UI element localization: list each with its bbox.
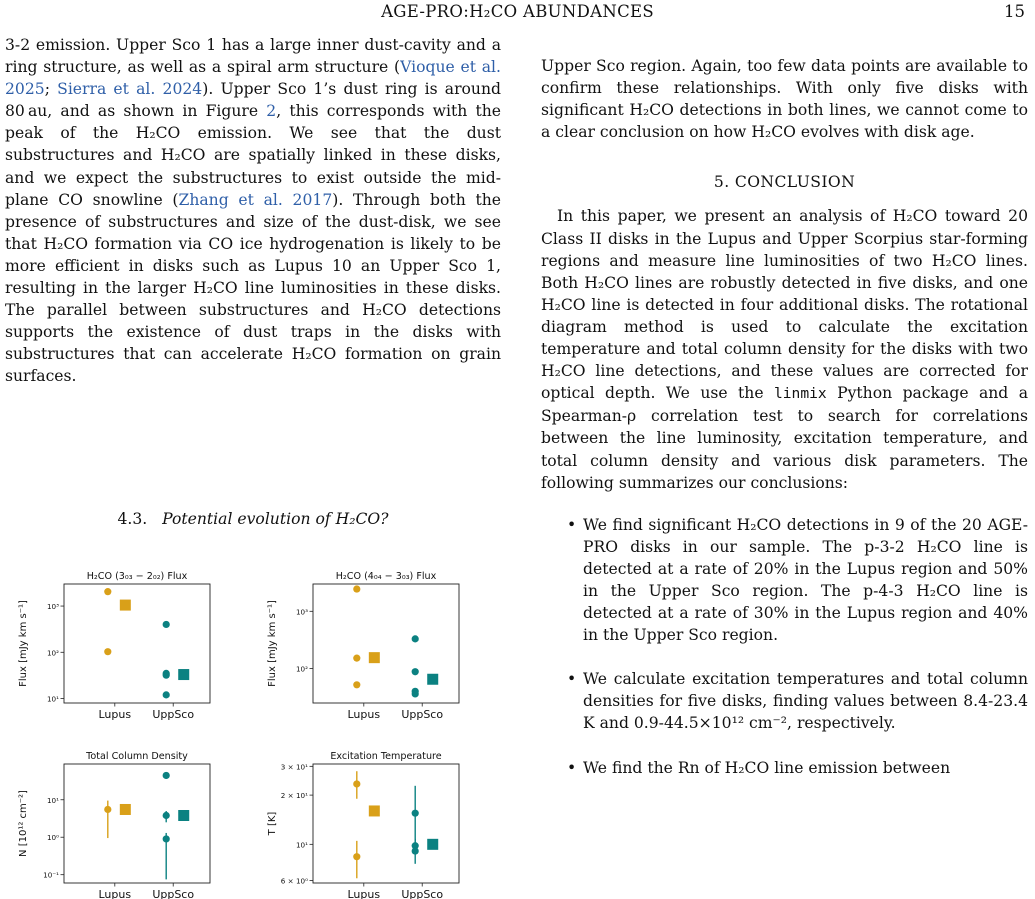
y-tick-label: 2 × 10¹ (280, 791, 308, 801)
median-marker (120, 804, 131, 815)
x-tick-label: UppSco (152, 708, 195, 721)
median-marker (120, 600, 131, 611)
data-point (163, 672, 170, 679)
chart-title: Total Column Density (86, 751, 188, 762)
y-tick-label: 10¹ (46, 795, 59, 805)
page-number: 15 (1004, 2, 1025, 21)
chart-title: Excitation Temperature (330, 751, 442, 762)
y-tick-label: 10² (46, 648, 59, 658)
plot-frame (64, 764, 210, 883)
chart-panel-3 (18, 751, 210, 899)
citation-sierra[interactable]: Sierra et al. 2024 (57, 80, 203, 99)
data-point (353, 585, 360, 592)
chart-title: H₂CO (4₀₄ − 3₀₃) Flux (335, 571, 437, 582)
y-axis-label: N [10¹² cm⁻²] (18, 790, 29, 857)
median-marker (178, 669, 189, 680)
section-heading-conclusion: 5. CONCLUSION (713, 173, 856, 192)
running-title: AGE-PRO:H₂CO ABUNDANCES (381, 2, 654, 21)
y-tick-label: 10¹ (295, 840, 308, 850)
figure-2-link[interactable]: 2 (266, 102, 277, 121)
chart-panel-4 (267, 751, 459, 899)
list-item: • We calculate excitation temperatures and total column densities for five disks, finding values between 8.4-23.4 K and 0.9-44.5×10¹² cm⁻², respectively. (567, 668, 1028, 734)
median-marker (427, 674, 438, 685)
plot-frame (64, 584, 210, 703)
x-tick-label: Lupus (347, 888, 381, 899)
plot-frame (313, 764, 459, 883)
figure-svg (0, 560, 506, 899)
x-tick-label: Lupus (98, 708, 132, 721)
subsection-number: 4.3. (117, 510, 148, 528)
subsection-heading (0, 510, 506, 528)
y-tick-label: 10⁻¹ (43, 870, 59, 880)
y-axis-label: Flux [mJy km s⁻¹] (18, 600, 29, 687)
data-point (104, 648, 111, 655)
figure-h2co-panels (0, 560, 506, 899)
list-item: • We find the Rn of H₂CO line emission between (567, 757, 1028, 779)
data-point (412, 847, 419, 854)
y-tick-label: 10³ (46, 602, 59, 612)
subsection-title: Potential evolution of H₂CO? (162, 510, 389, 528)
data-point (412, 668, 419, 675)
chart-panel-1 (18, 571, 210, 721)
paragraph-conclusion: In this paper, we present an analysis of H₂CO toward 20 Class II disks in the Lupus and Upper Scorpius star-forming regions and measure line luminosities of two H₂CO lines. Both H₂CO lines are robustly detected in five disks, and one H₂CO line is detected in four additional disks. The rotational diagram method is used to calculate the excitation temperature and total column density for the disks with two H₂CO line detections, and these values are corrected for optical depth. We use the linmix Python package and a Spearman-ρ correlation test to search for correlations between the line luminosity, excitation temperature, and total column density and various disk parameters. The following summarizes our conclusions: (541, 207, 1028, 492)
data-point (104, 588, 111, 595)
data-point (163, 835, 170, 842)
plot-frame (313, 584, 459, 703)
paragraph-substructures: 3-2 emission. Upper Sco 1 has a large inner dust-cavity and a ring structure, as well as a spiral arm structure (Vioque et al. 2025; Sierra et al. 2024). Upper Sco 1’s dust ring is around 80 au, and as shown in Figure 2, this corresponds with the peak of the H₂CO emission. We see that the dust substructures and H₂CO are spatially linked in these disks, and we expect the substructures to exist outside the mid-plane CO snowline (Zhang et al. 2017). Through both the presence of substructures and size of the dust-disk, we see that H₂CO formation via CO ice hydrogenation is likely to be more efficient in disks such as Lupus 10 an Upper Sco 1, resulting in the larger H₂CO line luminosities in these disks. The parallel between substructures and H₂CO detections supports the existence of dust traps in the disks with substructures that can accelerate H₂CO formation on grain surfaces. (5, 36, 502, 386)
median-marker (178, 810, 189, 821)
conclusion-list (567, 514, 1028, 779)
data-point (353, 681, 360, 688)
data-point (104, 806, 111, 813)
left-column (5, 34, 501, 388)
y-tick-label: 10³ (295, 607, 308, 617)
x-tick-label: Lupus (98, 888, 132, 899)
data-point (353, 780, 360, 787)
x-tick-label: UppSco (401, 888, 444, 899)
data-point (412, 690, 419, 697)
y-tick-label: 10² (295, 664, 308, 674)
data-point (163, 812, 170, 819)
y-tick-label: 10⁰ (46, 833, 59, 843)
data-point (353, 853, 360, 860)
right-column (541, 55, 1028, 801)
list-item: • We find significant H₂CO detections in 9 of the 20 AGE-PRO disks in our sample. The p-3-2 H₂CO line is detected at a rate of 20% in the Lupus region and 50% in the Upper Sco region. The p-4-3 H₂CO line is detected at a rate of 30% in the Lupus region and 40% in the Upper Sco region. (567, 514, 1028, 647)
median-marker (427, 839, 438, 850)
data-point (353, 655, 360, 662)
y-axis-label: T [K] (267, 811, 278, 836)
citation-vioque[interactable]: Vioque et al. 2025 (5, 58, 501, 99)
chart-panel-2 (267, 571, 459, 721)
paragraph-evolution-end: Upper Sco region. Again, too few data points are available to confirm these relationships. With only five disks with significant H₂CO detections in both lines, we cannot come to a clear conclusion on how H₂CO evolves with disk age. (541, 57, 1028, 142)
y-tick-label: 6 × 10⁰ (280, 876, 308, 886)
data-point (163, 772, 170, 779)
x-tick-label: UppSco (401, 708, 444, 721)
linmix-code: linmix (773, 385, 827, 403)
citation-zhang[interactable]: Zhang et al. 2017 (178, 190, 333, 209)
chart-title: H₂CO (3₀₃ − 2₀₂) Flux (86, 571, 188, 582)
data-point (163, 621, 170, 628)
y-tick-label: 10¹ (46, 694, 59, 704)
y-tick-label: 3 × 10¹ (280, 762, 308, 772)
data-point (163, 691, 170, 698)
x-tick-label: UppSco (152, 888, 195, 899)
data-point (412, 635, 419, 642)
median-marker (369, 805, 380, 816)
median-marker (369, 652, 380, 663)
data-point (412, 810, 419, 817)
x-tick-label: Lupus (347, 708, 381, 721)
running-header (0, 2, 1035, 28)
y-axis-label: Flux [mJy km s⁻¹] (267, 600, 278, 687)
